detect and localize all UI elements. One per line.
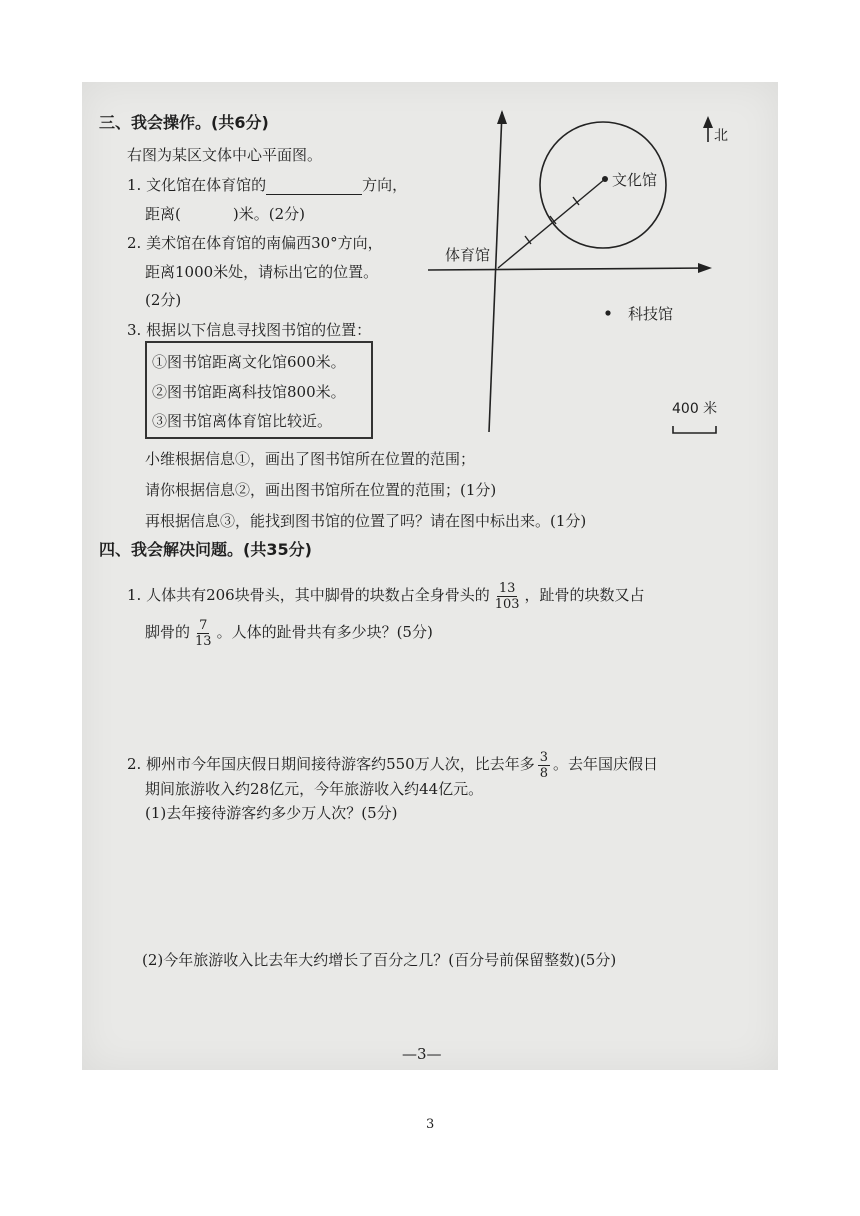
vertical-axis xyxy=(489,112,502,432)
q3-line: 3. 根据以下信息寻找图书馆的位置： xyxy=(127,321,372,339)
scan-page-number: —3— xyxy=(402,1045,442,1063)
gym-label: 体育馆 xyxy=(445,246,491,264)
section4-title: 四、我会解决问题。(共35分) xyxy=(99,540,312,559)
p2-question-2: (2)今年旅游收入比去年大约增长了百分之几？(百分号前保留整数)(5分) xyxy=(142,951,617,969)
horizontal-axis xyxy=(428,268,708,270)
p1-text-d: 。人体的趾骨共有多少块？(5分) xyxy=(216,623,433,641)
p2-fraction-numerator: 3 xyxy=(539,749,548,765)
section3-title: 三、我会操作。(共6分) xyxy=(99,113,269,132)
info-item-1: ①图书馆距离文化馆600米。 xyxy=(152,353,346,371)
tech-hall-label: 科技馆 xyxy=(628,305,674,323)
p2-text-a: 2. 柳州市今年国庆假日期间接待游客约550万人次，比去年多 xyxy=(127,755,535,773)
p2-fraction-denominator: 8 xyxy=(539,765,548,781)
culture-hall-point xyxy=(602,176,608,182)
p1-line2 xyxy=(145,617,433,647)
tech-hall-point xyxy=(605,310,610,315)
q2-line2: 距离1000米处，请标出它的位置。 xyxy=(145,263,379,281)
scale-bar xyxy=(673,426,716,433)
after-info-1: 小维根据信息①，画出了图书馆所在位置的范围； xyxy=(145,450,476,468)
p2-text-b: 。去年国庆假日 xyxy=(553,755,659,773)
north-label: 北 xyxy=(714,128,728,144)
north-arrow-icon xyxy=(703,116,713,128)
scale-label: 400 米 xyxy=(672,401,718,417)
p1-fraction-1-denominator: 103 xyxy=(494,596,520,612)
p2-line2: 期间旅游收入约28亿元，今年旅游收入约44亿元。 xyxy=(145,780,484,798)
q2-line3: (2分) xyxy=(145,291,182,309)
vertical-axis-arrow xyxy=(497,110,507,124)
p1-text-c: 脚骨的 xyxy=(145,623,191,641)
p2-question-1: (1)去年接待游客约多少万人次？(5分) xyxy=(145,804,398,822)
p1-fraction-1-numerator: 13 xyxy=(498,580,516,596)
q1-text-d: )米。(2分) xyxy=(232,205,305,223)
horizontal-axis-arrow xyxy=(698,263,712,273)
p1-fraction-2-numerator: 7 xyxy=(199,617,208,633)
q1-text-c: 距离( xyxy=(145,205,181,223)
q1-text-a: 1. 文化馆在体育馆的 xyxy=(127,176,267,194)
page-number: 3 xyxy=(426,1117,435,1132)
q1-text-b: 方向， xyxy=(362,176,408,194)
after-info-3: 再根据信息③，能找到图书馆的位置了吗？请在图中标出来。(1分) xyxy=(145,512,587,530)
p1-text-b: ，趾骨的块数又占 xyxy=(524,586,645,604)
info-item-3: ③图书馆离体育馆比较近。 xyxy=(152,412,333,430)
culture-hall-label: 文化馆 xyxy=(612,171,658,189)
info-item-2: ②图书馆距离科技馆800米。 xyxy=(152,383,346,401)
p1-fraction-1 xyxy=(493,581,522,612)
after-info-2: 请你根据信息②，画出图书馆所在位置的范围；(1分) xyxy=(145,481,497,499)
p2-fraction xyxy=(538,750,550,781)
p1-fraction-2-denominator: 13 xyxy=(195,633,212,649)
p1-fraction-2 xyxy=(193,618,214,649)
p1-line1 xyxy=(127,580,645,610)
p2-line1 xyxy=(127,749,658,779)
p1-text-a: 1. 人体共有206块骨头，其中脚骨的块数占全身骨头的 xyxy=(127,586,490,604)
gym-to-culture-line xyxy=(498,179,605,268)
q2-line1: 2. 美术馆在体育馆的南偏西30°方向， xyxy=(127,234,383,252)
section3-intro: 右图为某区文体中心平面图。 xyxy=(127,146,323,164)
